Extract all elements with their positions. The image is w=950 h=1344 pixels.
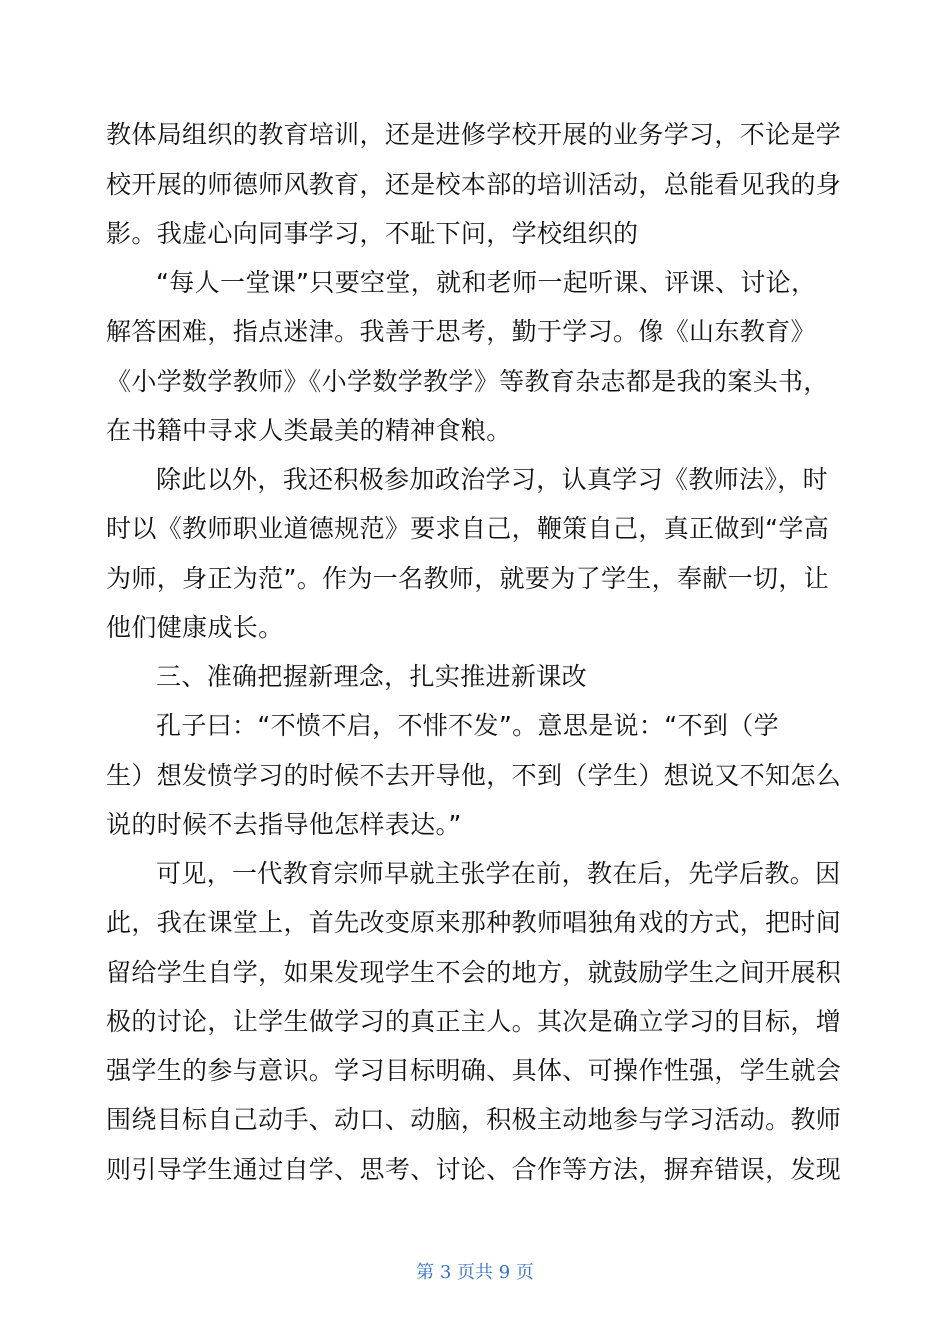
text-line: 留给学生自学，如果发现学生不会的地方，就鼓励学生之间开展积 <box>106 958 842 987</box>
text-line: 孔子曰：“不愤不启，不悱不发”。意思是说：“不到（学 <box>156 711 779 740</box>
text-line: 围绕目标自己动手、动口、动脑，积极主动地参与学习活动。教师 <box>106 1105 842 1134</box>
text-line: 在书籍中寻求人类最美的精神食粮。 <box>106 416 512 445</box>
text-line: 则引导学生通过自学、思考、讨论、合作等方法，摒弃错误，发现 <box>106 1155 842 1184</box>
text-line: “每人一堂课”只要空堂，就和老师一起听课、评课、讨论， <box>156 268 817 297</box>
text-line: 极的讨论，让学生做学习的真正主人。其次是确立学习的目标，增 <box>106 1007 842 1036</box>
text-line: 除此以外，我还积极参加政治学习，认真学习《教师法》，时 <box>156 465 828 494</box>
section-heading: 三、准确把握新理念，扎实推进新课改 <box>156 662 587 691</box>
text-line: 《小学数学教师》《小学数学教学》等教育杂志都是我的案头书， <box>106 367 829 396</box>
text-line: 可见，一代教育宗师早就主张学在前，教在后，先学后教。因 <box>156 859 841 888</box>
text-line: 时以《教师职业道德规范》要求自己，鞭策自己，真正做到“学高 <box>106 514 830 543</box>
text-line: 强学生的参与意识。学习目标明确、具体、可操作性强，学生就会 <box>106 1056 842 1085</box>
page-number: 第 3 页共 9 页 <box>416 1262 534 1283</box>
text-line: 此，我在课堂上，首先改变原来那种教师唱独角戏的方式，把时间 <box>106 908 842 937</box>
text-line: 说的时候不去指导他怎样表达。” <box>106 810 462 839</box>
text-line: 教体局组织的教育培训，还是进修学校开展的业务学习，不论是学 <box>106 120 842 149</box>
text-line: 生）想发愤学习的时候不去开导他，不到（学生）想说又不知怎么 <box>106 761 842 790</box>
text-line: 校开展的师德师风教育，还是校本部的培训活动，总能看见我的身 <box>106 170 842 199</box>
text-line: 为师，身正为范”。作为一名教师，就要为了学生，奉献一切，让 <box>106 564 830 593</box>
text-line: 解答困难，指点迷津。我善于思考，勤于学习。像《山东教育》 <box>106 317 816 346</box>
text-line: 影。我虚心向同事学习，不耻下问，学校组织的 <box>106 219 639 248</box>
text-line: 他们健康成长。 <box>106 613 284 642</box>
